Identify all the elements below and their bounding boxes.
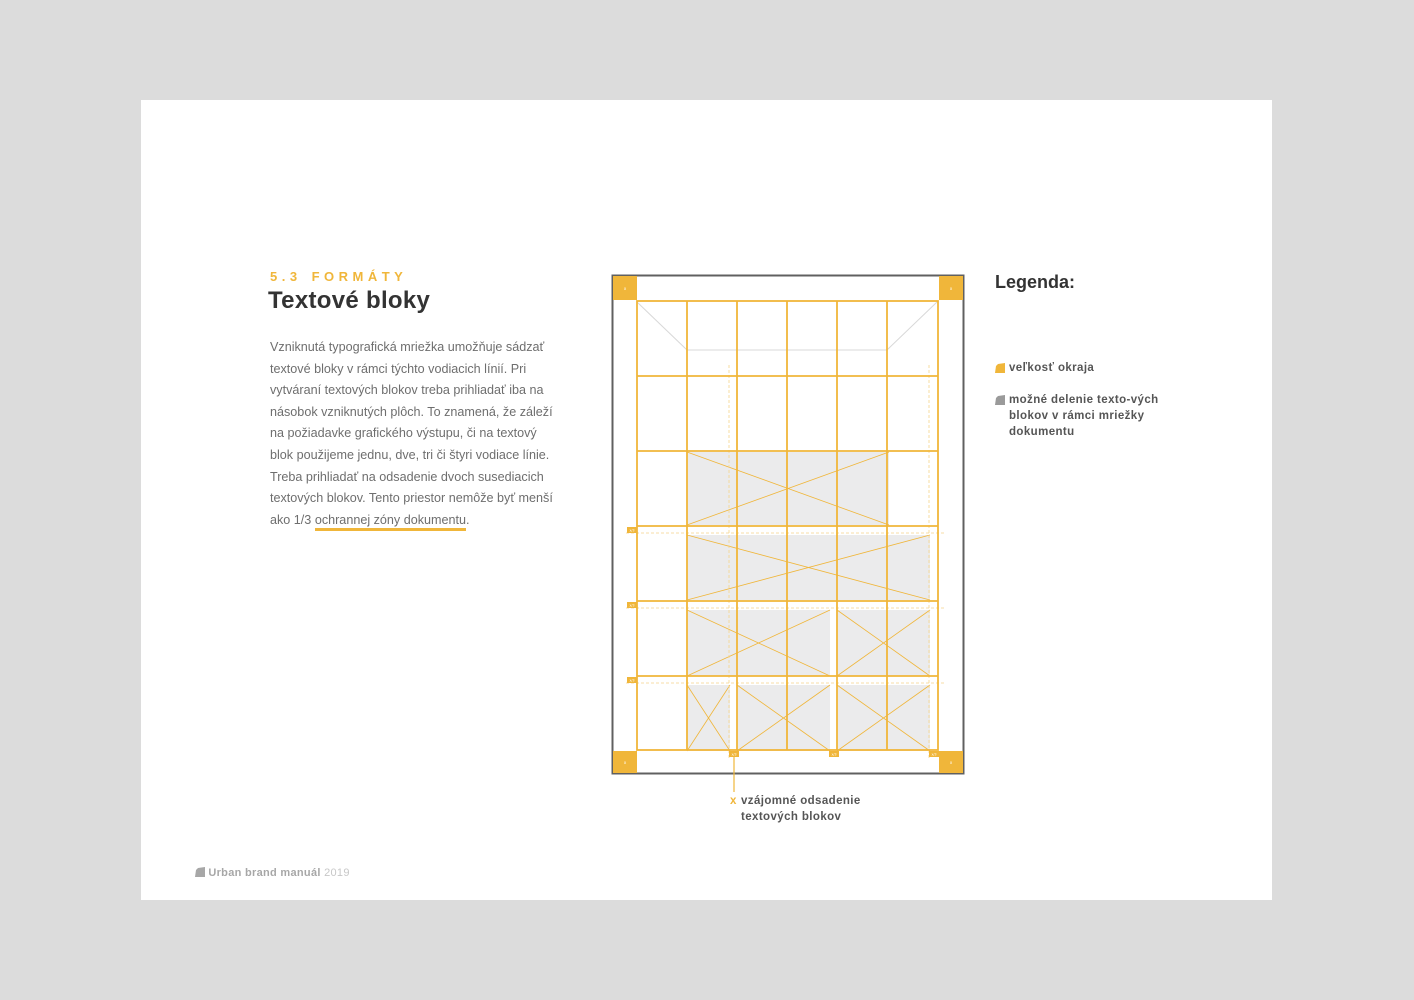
gap-tag-label: x/3 [831,752,837,757]
footer [195,867,350,879]
gray-square-icon [995,395,1005,405]
gap-tag-label: x/3 [629,603,635,608]
legend-label: veľkosť okraja [1009,362,1095,374]
legend-label: možné delenie texto-vých blokov v rámci mriežky dokumentu [1009,394,1159,438]
corner-mark: x [949,760,953,765]
caption-text: vzájomné odsadenie textových blokov [741,795,861,823]
gap-tag-label: x/3 [629,678,635,683]
gap-tag-label: x/3 [629,528,635,533]
page-title: Textové bloky [268,287,431,314]
legend-title: Legenda: [995,272,1076,292]
brand-logo-icon [195,867,205,877]
corner-mark: x [949,286,953,291]
footer-brand: Urban brand manuál [208,867,321,879]
gap-tag-label: x/3 [931,752,937,757]
body-end: . [466,512,470,527]
section-kicker [270,269,407,284]
gap-tag-label: x/3 [731,752,737,757]
section-name: FORMÁTY [311,269,408,284]
body-text: Vzniknutá typografická mriežka umožňuje sádzať textové bloky v rámci týchto vodiacich línií. Pri vytváraní textových blokov treba prihliadať iba na násobok vzniknutých plôch. To znamená, že záleží na požiadavke grafického výstupu, či na textový blok použijeme jednu, dve, tri či štyri vodiace línie. Treba prihliadať na odsadenie dvoch susediacich textových blokov. Tento priestor nemôže byť menší ako 1/3 [270,340,553,527]
corner-mark: x [623,286,627,291]
footer-year: 2019 [324,867,350,879]
section-number: 5.3 [270,269,302,284]
body-paragraph [270,337,555,531]
grid-diagram [600,262,970,792]
orange-square-icon [995,363,1005,373]
caption-mark: x [730,795,737,807]
corner-mark: x [623,760,627,765]
protective-zone-link[interactable]: ochrannej zóny dokumentu [315,513,466,531]
